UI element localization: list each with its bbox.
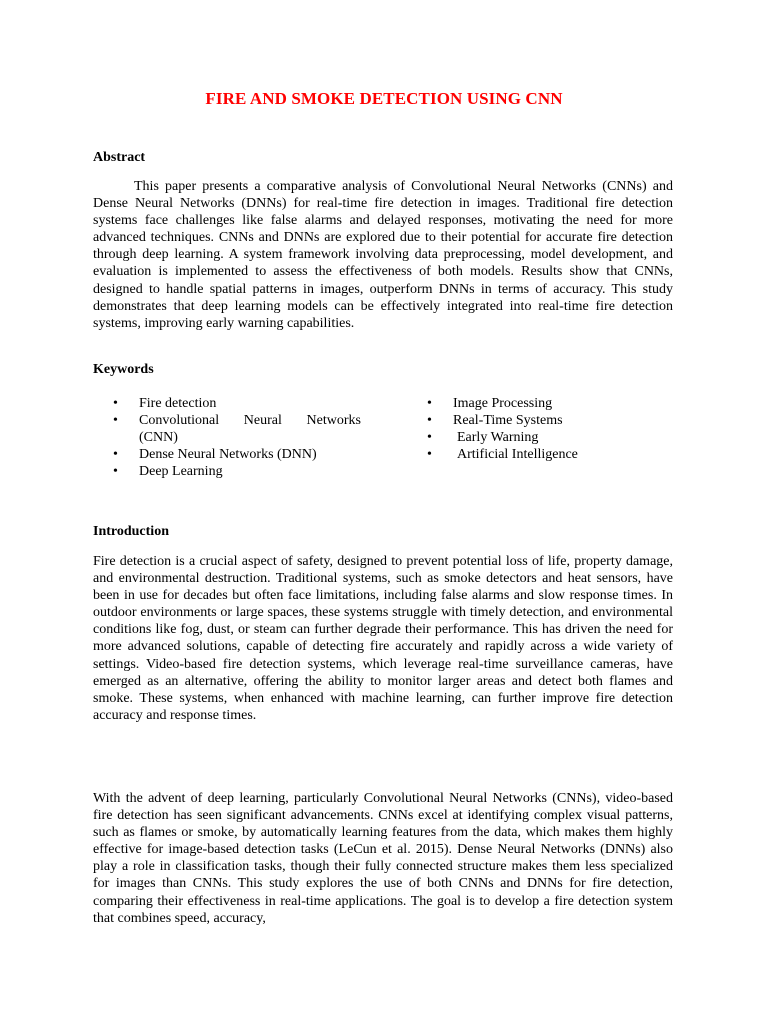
keyword-item: • Convolutional Neural Networks (CNN) [93, 412, 361, 446]
keyword-item: • Artificial Intelligence [407, 446, 627, 463]
abstract-text: This paper presents a comparative analysis of Convolutional Neural Networks (CNNs) and Dense Neural Networks (DNNs) for real-time fire detection in images. Traditional fire detection systems face challenges like false alarms and delayed responses, motivating the need for more advanced techniques. CNNs and DNNs are explored due to their potential for accurate fire detection through deep learning. A system framework involving data preprocessing, model development, and evaluation is implemented to assess the effectiveness of both models. Results show that CNNs, designed to handle spatial patterns in images, outperform DNNs in terms of accuracy. This study demonstrates that deep learning models can be effectively integrated into real-time fire detection systems, improving early warning capabilities. [93, 179, 673, 331]
keyword-item: • Dense Neural Networks (DNN) [93, 446, 361, 463]
keyword-item: • Fire detection [93, 395, 361, 412]
keyword-item: • Image Processing [407, 395, 627, 412]
introduction-paragraph-1: Fire detection is a crucial aspect of safety, designed to prevent potential loss of life, property damage, and environmental destruction. Traditional systems, such as smoke detectors and heat sensors, have been in use for decades but often face limitations, including false alarms and slow response times. In outdoor environments or large spaces, these systems struggle with timely detection, and environmental conditions like fog, dust, or steam can further degrade their performance. This has driven the need for more advanced solutions, capable of detecting fire accurately and rapidly across a wide variety of settings. Video-based fire detection systems, which leverage real-time surveillance cameras, have emerged as an alternative, offering the ability to monitor larger areas and detect both flames and smoke. These systems, when enhanced with machine learning, can further improve fire detection accuracy and response times. [93, 554, 673, 723]
abstract-heading: Abstract [93, 150, 146, 165]
keyword-item: • Deep Learning [93, 463, 361, 480]
keywords-list-left [93, 395, 361, 480]
keywords-list-right [407, 395, 627, 463]
paper-title: FIRE AND SMOKE DETECTION USING CNN [205, 89, 563, 108]
keyword-item: • Real-Time Systems [407, 412, 627, 429]
keywords-heading: Keywords [93, 362, 154, 377]
keyword-item: • Early Warning [407, 429, 627, 446]
introduction-paragraph-2: With the advent of deep learning, particularly Convolutional Neural Networks (CNNs), video-based fire detection has seen significant advancements. CNNs excel at identifying complex visual patterns, such as flames or smoke, by automatically learning features from the data, which makes them highly effective for image-based detection tasks (LeCun et al. 2015). Dense Neural Networks (DNNs) also play a role in classification tasks, though their fully connected structure makes them less specialized for images than CNNs. This study explores the use of both CNNs and DNNs for fire detection, comparing their effectiveness in real-time applications. The goal is to develop a fire detection system that combines speed, accuracy, [93, 791, 673, 926]
introduction-heading: Introduction [93, 524, 169, 539]
